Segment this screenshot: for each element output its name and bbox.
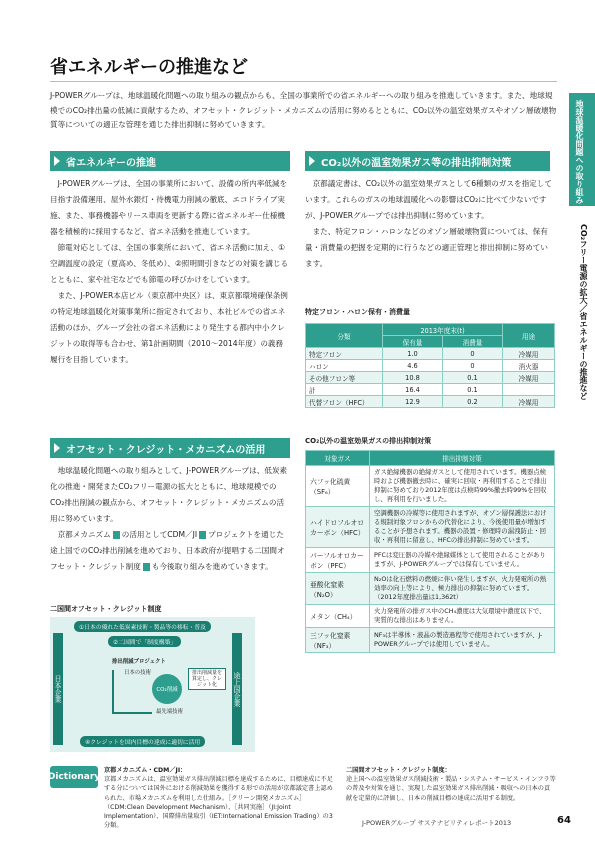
side-tab-label: 地球温暖化問題への取り組み xyxy=(575,100,584,204)
section-body-energy-saving xyxy=(50,176,290,368)
table-header: 2013年度末(t) xyxy=(383,324,503,336)
paragraph: 節電対応としては、全国の事業所において、省エネ活動に加え、①空調温度の設定（夏高め、冬低め）、②照明間引きなどの対策を講じるとともに、家や社宅などでも節電の呼びかけをしています。 xyxy=(50,243,289,284)
triangle-icon xyxy=(54,443,60,453)
section-heading-other-ghg xyxy=(305,151,550,171)
table-cell: 亜酸化窒素（N₂O） xyxy=(306,573,370,605)
dictionary-marker-icon xyxy=(143,563,150,571)
dictionary-definition: 途上国への温室効果ガス削減技術・製品・システム・サービス・インフラ等の普及や対策を通じ、実現した温室効果ガス排出削減・吸収への日本の貢献を定量的に評価し、日本の削減目標の達成に活用する制度。 xyxy=(346,776,556,802)
table-row xyxy=(306,573,555,605)
table-cell: 火力発電所の排ガス中のCH₄濃度は大気環境中濃度以下で、実質的な排出はありません。 xyxy=(370,605,555,628)
table-header: 分類 xyxy=(306,324,383,348)
table-ghg-measures xyxy=(305,450,555,653)
table-header: 保有量 xyxy=(383,336,443,348)
table-cell: その他フロン等 xyxy=(306,372,383,384)
section-body-offset-credit xyxy=(50,463,290,575)
table-cell: 冷媒用 xyxy=(503,372,555,384)
table-cell: 0.2 xyxy=(443,396,503,408)
table-cell: パーフルオロカーボン（PFC） xyxy=(306,548,370,573)
section-body-other-ghg xyxy=(305,176,555,272)
diagram-arrow xyxy=(112,712,152,714)
table-header: 消費量 xyxy=(443,336,503,348)
table-cell: 冷媒用 xyxy=(503,348,555,360)
text-span: の活用としてCDM／JI xyxy=(121,530,198,539)
diagram-arrow-label: 最先端技術 xyxy=(156,709,183,715)
diagram-japan-label: 日本企業 xyxy=(53,633,63,745)
text-span: 京都メカニズム xyxy=(57,530,111,539)
page-title: 省エネルギーの推進など xyxy=(50,57,248,78)
table-row xyxy=(306,396,555,408)
section-heading-text: オフセット・クレジット・メカニズムの活用 xyxy=(66,444,266,456)
table-cell: 消火器 xyxy=(503,360,555,372)
diagram-title: 二国間オフセット・クレジット制度 xyxy=(50,605,162,613)
paragraph: 京都議定書は、CO₂以外の温室効果ガスとして6種類のガスを指定しています。これらのガスの地球温暖化への影響はCO₂に比べて少ないですが、J-POWERグループでは排出抑制に努めています。 xyxy=(305,179,552,220)
diagram-co2-label: CO₂削減 xyxy=(156,687,178,693)
table-header: 用途 xyxy=(503,324,555,348)
title-rule xyxy=(50,81,557,82)
triangle-icon xyxy=(309,156,315,166)
table-cell: NF₃は半導体・液晶の製造過程等で使用されていますが、J-POWERグループでは使用していません。 xyxy=(370,628,555,653)
section-heading-energy-saving xyxy=(50,151,290,171)
table-row xyxy=(306,384,555,396)
dictionary-marker-icon xyxy=(113,531,120,539)
dictionary-entry-bilateral xyxy=(346,766,556,803)
table-cell: 特定フロン xyxy=(306,348,383,360)
table-cell: 0.1 xyxy=(443,384,503,396)
dictionary-term: 京都メカニズム・CDM／JI： xyxy=(104,767,187,774)
table-cell: PFCは変圧器の冷媒や絶縁媒体として使用されることがありますが、J-POWERグループでは保有していません。 xyxy=(370,548,555,573)
table-cell: 10.8 xyxy=(383,372,443,384)
dictionary-term: 二国間オフセット・クレジット制度： xyxy=(346,767,451,774)
table-cell: 計 xyxy=(306,384,383,396)
table-row xyxy=(306,372,555,384)
table-ghg-title: CO₂以外の温室効果ガスの排出抑制対策 xyxy=(305,437,432,445)
table-header: 排出抑制対策 xyxy=(370,451,555,466)
table-cell: 16.4 xyxy=(383,384,443,396)
table-cell: 12.9 xyxy=(383,396,443,408)
table-row xyxy=(306,466,555,507)
table-cell: ハロン xyxy=(306,360,383,372)
table-cell: 1.0 xyxy=(383,348,443,360)
table-cell: 空調機器の冷媒等に使用されますが、オゾン層保護法における規制対象フロンからの代替化により、今後使用量が増加することが予想されます。機器の設置・修理時の漏洩防止・回収・再利用に留意し、HFCの排出抑制に努めています。 xyxy=(370,507,555,548)
section-heading-text: CO₂以外の温室効果ガス等の排出抑制対策 xyxy=(321,157,512,169)
diagram-project-label: 排出削減プロジェクト xyxy=(112,659,166,665)
dictionary-badge: Dictionary xyxy=(50,766,98,788)
table-cell: N₂Oは化石燃料の燃焼に伴い発生しますが、火力発電所の熱効率の向上等により、極力排出の抑制に努めています。（2012年度排出量は1,362t） xyxy=(370,573,555,605)
dictionary-entry-kyoto xyxy=(104,766,334,830)
table-cell: 三フッ化窒素（NF₃） xyxy=(306,628,370,653)
paragraph: また、J-POWER本店ビル（東京都中央区）は、東京都環境確保条例の特定地球温暖化対策事業所に指定されており、本社ビルでの省エネ活動のほか、グループ会社の省エネ活動により発生する都内中小クレジットの取得等も合わせ、第1計画期間（2010～2014年度）の義務履行を目指しています。 xyxy=(50,291,288,364)
table-fluorocarbon-title: 特定フロン・ハロン保有・消費量 xyxy=(305,308,410,316)
table-row xyxy=(306,548,555,573)
table-cell: 0.1 xyxy=(443,372,503,384)
table-row xyxy=(306,507,555,548)
table-header: 対象ガス xyxy=(306,451,370,466)
intro-paragraph: J-POWERグループは、地球温暖化問題への取り組みの観点からも、全国の事業所での省エネルギーへの取り組みを推進していきます。また、地球規模でのCO₂排出量の低減に貢献するため、オフセット・クレジット・メカニズムの活用に努めるとともに、CO₂以外の温室効果ガスやオゾン層破壊物質等についての適正な管理を通じた排出抑制に努めていきます。 xyxy=(50,91,557,129)
section-heading-text: 省エネルギーの推進 xyxy=(66,157,156,169)
table-cell: 0 xyxy=(443,360,503,372)
text-span: プロジェクトを通じた途上国でのCO₂排出削減を進めており、日本政府が提唱する二国間オフセット・クレジット制度 xyxy=(50,530,285,571)
diagram-connector xyxy=(112,670,114,714)
table-cell: 0 xyxy=(443,348,503,360)
table-row xyxy=(306,360,555,372)
diagram-step-1: ①日本の優れた低炭素技術・製品等の移転・普及 xyxy=(74,621,211,632)
table-row xyxy=(306,348,555,360)
diagram-tech-label: 日本の技術 xyxy=(124,670,151,676)
table-cell: 4.6 xyxy=(383,360,443,372)
table-cell: 六フッ化硫黄（SF₆） xyxy=(306,466,370,507)
footer-report-title: J-POWERグループ サステナビリティレポート2013 xyxy=(362,819,512,827)
diagram-credit-box: 排出削減量を算定し、クレジット化 xyxy=(188,668,226,690)
section-heading-offset-credit xyxy=(50,438,290,458)
text-span: も今後取り組みを進めていきます。 xyxy=(151,562,273,571)
paragraph: J-POWERグループは、全国の事業所において、設備の所内率低減を目指す設備運用、屋外水銀灯・待機電力削減の徹底、エコドライブ実施、また、事務機器やリース車両を更新する際に省エネルギー仕様機器を積極的に採用するなど、省エネ活動を推進しています。 xyxy=(50,179,288,236)
paragraph: 地球温暖化問題への取り組みとして、J-POWERグループは、低炭素化の推進・開発またCO₂フリー電源の拡大とともに、地球規模でのCO₂排出削減の観点から、オフセット・クレジット・メカニズムの活用に努めています。 xyxy=(50,466,288,523)
table-row xyxy=(306,628,555,653)
table-fluorocarbon xyxy=(305,323,555,408)
table-cell: 冷媒用 xyxy=(503,396,555,408)
dictionary-definition: 京都メカニズムは、温室効果ガス排出削減目標を達成するために、目標達成に不足する分については国外における削減効果を獲得する形での活用が京都議定書上認められた、市場メカニズムを利用した仕組み。［クリーン開発メカニズム］（CDM:Clean Development Mechanism）、［共同実施］（JI:Joint Implementation）、国際排出量取引（IET:International Emission Trading）の3分類。 xyxy=(104,776,333,830)
table-cell: メタン（CH₄） xyxy=(306,605,370,628)
table-cell: ガス絶縁機器の絶縁ガスとして使用されています。機器点検時および機器撤去時に、確実に回収・再利用することで排出抑制に努めており2012年度は点検時99%撤去時99%を回収し、再利用を行いました。 xyxy=(370,466,555,507)
table-row xyxy=(306,605,555,628)
paragraph: また、特定フロン・ハロンなどのオゾン層破壊物質については、保有量・消費量の把握を定期的に行うなどの適正管理と排出抑制に努めています。 xyxy=(305,227,548,268)
diagram-co2-circle xyxy=(152,674,182,704)
table-cell: 代替フロン（HFC） xyxy=(306,396,383,408)
side-section-label: CO₂フリー電源の拡大／省エネルギーの推進など xyxy=(579,224,588,401)
diagram-step-2: ②二国間で「制度構築」 xyxy=(108,636,181,647)
paragraph xyxy=(50,527,290,575)
table-cell xyxy=(503,384,555,396)
diagram-step-4: ④クレジットを国内目標の達成に適切に活用 xyxy=(80,736,205,747)
page-number: 64 xyxy=(557,815,571,826)
dictionary-marker-icon xyxy=(199,531,206,539)
diagram-host-country-label: 途上国企業 xyxy=(232,633,242,745)
table-cell: ハイドロフルオロカーボン（HFC） xyxy=(306,507,370,548)
triangle-icon xyxy=(54,156,60,166)
